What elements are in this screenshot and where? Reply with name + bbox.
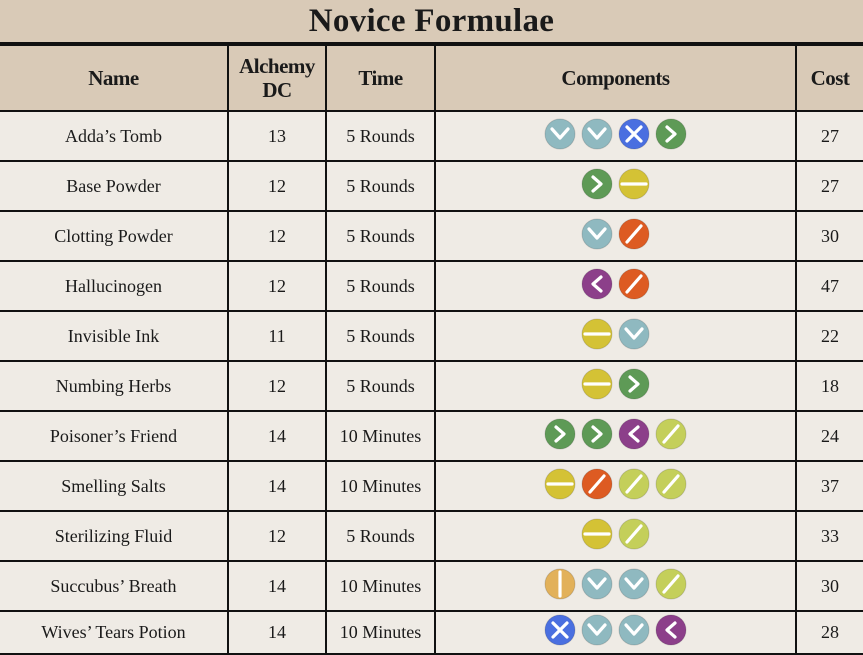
cell-name: Hallucinogen (0, 261, 228, 311)
header-row (0, 45, 863, 111)
cell-time: 5 Rounds (326, 161, 435, 211)
table-row (0, 461, 863, 511)
page-title: Novice Formulae (308, 2, 555, 39)
cell-name: Smelling Salts (0, 461, 228, 511)
lime-slash-icon (655, 568, 687, 600)
teal-v-icon (581, 568, 613, 600)
cell-time: 5 Rounds (326, 211, 435, 261)
component-list (581, 518, 650, 550)
cell-time: 5 Rounds (326, 361, 435, 411)
cell-name: Base Powder (0, 161, 228, 211)
cell-name: Adda’s Tomb (0, 111, 228, 161)
cell-time: 5 Rounds (326, 511, 435, 561)
yellow-bar-icon (581, 518, 613, 550)
cell-components (435, 211, 796, 261)
yellow-bar-icon (544, 468, 576, 500)
title-bar (0, 0, 863, 44)
orange-slash-icon (581, 468, 613, 500)
component-list (544, 418, 687, 450)
lime-slash-icon (655, 418, 687, 450)
cell-cost: 27 (796, 111, 863, 161)
table-row (0, 211, 863, 261)
table-body (0, 111, 863, 654)
cell-time: 10 Minutes (326, 411, 435, 461)
teal-v-icon (581, 218, 613, 250)
table-row (0, 111, 863, 161)
teal-v-icon (618, 568, 650, 600)
header-time: Time (326, 45, 435, 111)
blue-x-icon (618, 118, 650, 150)
table-row (0, 311, 863, 361)
cell-dc: 14 (228, 461, 326, 511)
cell-cost: 30 (796, 561, 863, 611)
cell-dc: 13 (228, 111, 326, 161)
yellow-bar-icon (581, 318, 613, 350)
header-name: Name (0, 45, 228, 111)
cell-name: Clotting Powder (0, 211, 228, 261)
component-list (544, 118, 687, 150)
teal-v-icon (581, 614, 613, 646)
cell-name: Succubus’ Breath (0, 561, 228, 611)
cell-name: Numbing Herbs (0, 361, 228, 411)
teal-v-icon (618, 318, 650, 350)
green-arrow-icon (581, 418, 613, 450)
teal-v-icon (544, 118, 576, 150)
component-list (544, 568, 687, 600)
cell-time: 5 Rounds (326, 111, 435, 161)
cell-cost: 18 (796, 361, 863, 411)
cell-components (435, 511, 796, 561)
cell-time: 5 Rounds (326, 261, 435, 311)
cell-components (435, 461, 796, 511)
cell-dc: 11 (228, 311, 326, 361)
cell-cost: 33 (796, 511, 863, 561)
header-dc-line2: DC (262, 78, 292, 102)
cell-dc: 14 (228, 411, 326, 461)
cell-time: 10 Minutes (326, 461, 435, 511)
table-row (0, 261, 863, 311)
table-row (0, 511, 863, 561)
green-arrow-icon (544, 418, 576, 450)
component-list (544, 614, 687, 646)
cell-dc: 12 (228, 211, 326, 261)
cell-cost: 30 (796, 211, 863, 261)
cell-time: 5 Rounds (326, 311, 435, 361)
lime-slash-icon (618, 518, 650, 550)
component-list (581, 268, 650, 300)
header-alchemy-dc (228, 45, 326, 111)
yellow-bar-icon (581, 368, 613, 400)
cell-name: Invisible Ink (0, 311, 228, 361)
purple-arrow-icon (618, 418, 650, 450)
cell-cost: 27 (796, 161, 863, 211)
cell-dc: 12 (228, 361, 326, 411)
header-cost: Cost (796, 45, 863, 111)
cell-components (435, 361, 796, 411)
cell-dc: 12 (228, 161, 326, 211)
cell-components (435, 611, 796, 654)
cell-components (435, 161, 796, 211)
teal-v-icon (618, 614, 650, 646)
orange-slash-icon (618, 268, 650, 300)
component-list (581, 218, 650, 250)
blue-x-icon (544, 614, 576, 646)
cell-components (435, 411, 796, 461)
cell-dc: 12 (228, 511, 326, 561)
component-list (581, 368, 650, 400)
header-components: Components (435, 45, 796, 111)
amber-bar-icon (544, 568, 576, 600)
lime-slash-icon (655, 468, 687, 500)
cell-name: Poisoner’s Friend (0, 411, 228, 461)
cell-time: 10 Minutes (326, 561, 435, 611)
cell-dc: 14 (228, 611, 326, 654)
cell-components (435, 311, 796, 361)
purple-arrow-icon (655, 614, 687, 646)
green-arrow-icon (655, 118, 687, 150)
cell-name: Sterilizing Fluid (0, 511, 228, 561)
orange-slash-icon (618, 218, 650, 250)
cell-cost: 37 (796, 461, 863, 511)
component-list (544, 468, 687, 500)
cell-time: 10 Minutes (326, 611, 435, 654)
cell-cost: 28 (796, 611, 863, 654)
cell-cost: 47 (796, 261, 863, 311)
cell-dc: 14 (228, 561, 326, 611)
cell-cost: 24 (796, 411, 863, 461)
formulae-table (0, 44, 863, 655)
purple-arrow-icon (581, 268, 613, 300)
table-row (0, 561, 863, 611)
teal-v-icon (581, 118, 613, 150)
cell-components (435, 261, 796, 311)
green-arrow-icon (618, 368, 650, 400)
table-row (0, 611, 863, 654)
component-list (581, 168, 650, 200)
table-row (0, 361, 863, 411)
cell-dc: 12 (228, 261, 326, 311)
lime-slash-icon (618, 468, 650, 500)
table-row (0, 411, 863, 461)
component-list (581, 318, 650, 350)
table-header (0, 45, 863, 111)
header-dc-line1: Alchemy (239, 53, 315, 78)
cell-components (435, 111, 796, 161)
cell-components (435, 561, 796, 611)
cell-name: Wives’ Tears Potion (0, 611, 228, 654)
yellow-bar-icon (618, 168, 650, 200)
table-row (0, 161, 863, 211)
green-arrow-icon (581, 168, 613, 200)
cell-cost: 22 (796, 311, 863, 361)
